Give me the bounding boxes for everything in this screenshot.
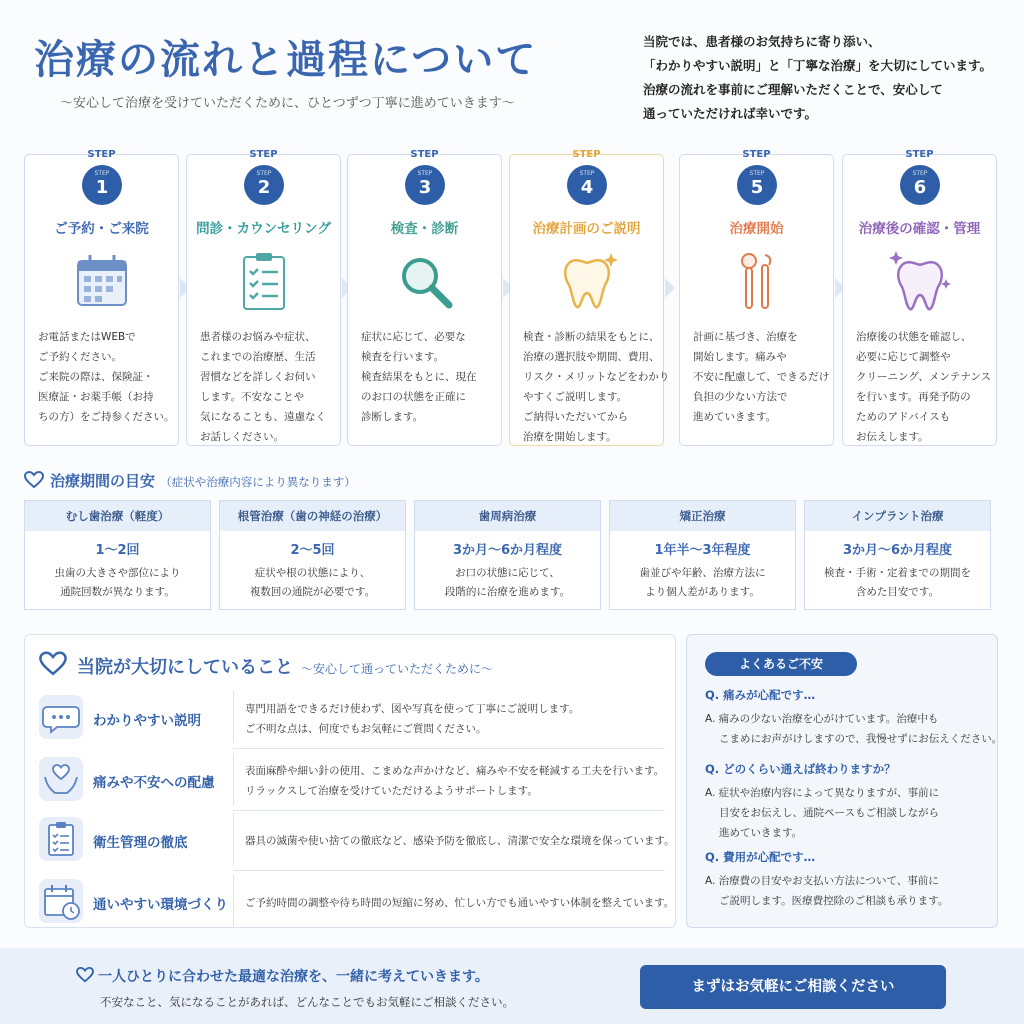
step-description-line: ご納得いただいてから (523, 411, 628, 423)
duration-description-line: 症状や根の状態により、 (254, 567, 371, 579)
step-badge-label: STEP (579, 170, 595, 177)
step-description-line: ちの方）をご持参ください。 (38, 411, 175, 423)
important-item (37, 809, 675, 867)
calendar-icon (70, 249, 134, 313)
step-description (693, 327, 828, 427)
duration-description (415, 564, 600, 602)
duration-table (24, 500, 1000, 610)
footer-main-text: 一人ひとりに合わせた最適な治療を、一緒に考えていきます。 (98, 969, 489, 985)
faq-question: Q. 痛みが心配です… (705, 688, 816, 702)
duration-value: 1〜2回 (95, 543, 140, 558)
duration-name: 根管治療（歯の神経の治療） (220, 501, 405, 531)
step-description-line: お電話またはWEBで (38, 331, 136, 343)
step-number-badge (737, 165, 777, 205)
important-item-text (245, 699, 579, 739)
duration-note: （症状や治療内容により異なります） (160, 475, 356, 489)
footer-main (76, 966, 489, 986)
duration-name: インプラント治療 (805, 501, 990, 531)
step-description (38, 327, 173, 427)
faq-answer-line: 進めていきます。 (719, 827, 803, 839)
step-number: 2 (257, 177, 271, 198)
checklist-icon (39, 817, 83, 861)
heart-hands-icon (39, 757, 83, 801)
step-number: 6 (913, 177, 927, 198)
step-badge-label: STEP (749, 170, 765, 177)
duration-title: 治療期間の目安 (50, 472, 156, 490)
step-card (509, 149, 670, 446)
important-item-line: ご予約時間の調整や待ち時間の短縮に努め、忙しい方でも通いやすい体制を整えています。 (245, 897, 675, 909)
duration-description-line: お口の状態に応じて、 (455, 567, 560, 579)
duration-value: 3か月〜6か月程度 (452, 543, 563, 558)
important-item-text (245, 761, 664, 801)
step-description-line: 検査を行います。 (361, 351, 445, 363)
step-description-line: 必要に応じて調整や (856, 351, 951, 363)
step-badge-label: STEP (912, 170, 928, 177)
step-number-badge (82, 165, 122, 205)
divider (233, 813, 234, 865)
faq-answer-line: A. 治療費の目安やお支払い方法について、事前に (705, 875, 939, 887)
heart-icon (76, 967, 94, 983)
dental-tools-icon (725, 249, 789, 313)
page-subtitle: 〜安心して治療を受けていただくために、ひとつずつ丁寧に進めていきます〜 (60, 96, 515, 111)
intro-line: 「わかりやすい説明」と「丁寧な治療」を大切にしています。 (643, 58, 993, 73)
step-badge-label: STEP (417, 170, 433, 177)
step-description-line: します。不安なことや (200, 391, 305, 403)
step-title: 検査・診断 (390, 221, 459, 237)
duration-description-line: より個人差があります。 (645, 586, 760, 598)
faq-panel (686, 634, 1003, 928)
intro-line: 通っていただければ幸いです。 (643, 106, 818, 121)
step-label: STEP (905, 149, 934, 160)
step-title: ご予約・ご来院 (54, 221, 149, 237)
duration-description-line: 虫歯の大きさや部位により (54, 567, 181, 579)
important-item-line: 表面麻酔や細い針の使用、こまめな声かけなど、痛みや不安を軽減する工夫を行います。 (245, 765, 665, 777)
step-number: 4 (580, 177, 594, 198)
page-title: 治療の流れと過程について (34, 37, 538, 83)
step-label: STEP (87, 149, 116, 160)
heart-icon (24, 471, 44, 489)
step-description-line: 治療の選択肢や期間、費用、 (523, 351, 660, 363)
footer (0, 948, 1024, 1024)
important-item-line: リラックスして治療を受けていただけるようサポートします。 (245, 785, 538, 797)
intro-line: 治療の流れを事前にご理解いただくことで、安心して (643, 82, 943, 97)
important-panel (24, 634, 676, 928)
faq-answer (705, 783, 939, 843)
step-description-line: 治療後の状態を確認し、 (856, 331, 972, 343)
important-item (37, 749, 665, 807)
duration-description-line: 段階的に治療を進めます。 (444, 586, 571, 598)
duration-name: 矯正治療 (610, 501, 795, 531)
step-title: 治療後の確認・管理 (858, 221, 981, 237)
sparkle-tooth-icon (888, 249, 952, 313)
duration-value: 1年半〜3年程度 (654, 543, 751, 558)
duration-name: 歯周病治療 (415, 501, 600, 531)
duration-card (219, 500, 406, 610)
footer-sub: 不安なこと、気になることがあれば、どんなことでもお気軽にご相談ください。 (100, 995, 514, 1009)
heart-icon (39, 651, 67, 677)
step-description-line: 計画に基づき、治療を (693, 331, 798, 343)
step-title: 治療計画のご説明 (532, 221, 641, 237)
step-card (347, 149, 502, 446)
step-description-line: 治療を開始します。 (523, 431, 617, 443)
faq-question: Q. どのくらい通えば終わりますか？ (705, 762, 896, 776)
important-title (77, 653, 493, 679)
duration-description (610, 564, 795, 602)
faq-question: Q. 費用が心配です… (705, 850, 816, 864)
step-description-line: のお口の状態を正確に (361, 391, 466, 403)
important-item (37, 687, 665, 745)
step-description-line: 進めていきます。 (693, 411, 777, 423)
step-description-line: 患者様のお悩みや症状、 (200, 331, 316, 343)
step-number: 3 (418, 177, 432, 198)
step-description-line: ためのアドバイスも (856, 411, 951, 423)
step-label: STEP (410, 149, 439, 160)
step-card (842, 149, 997, 446)
step-card (186, 149, 341, 446)
faq-answer (705, 709, 1002, 749)
step-number: 1 (95, 177, 109, 198)
step-label: STEP (249, 149, 278, 160)
step-arrow-icon (665, 278, 675, 298)
step-number-badge (405, 165, 445, 205)
important-item-line: 器具の滅菌や使い捨ての徹底など、感染予防を徹底し、清潔で安全な環境を保っています。 (245, 835, 675, 847)
step-description-line: 不安に配慮して、できるだけ (693, 371, 830, 383)
step-description-line: ご来院の際は、保険証・ (38, 371, 154, 383)
speech-bubble-icon (39, 695, 83, 739)
step-description-line: 検査・診断の結果をもとに、 (523, 331, 660, 343)
important-item-label: 通いやすい環境づくり (93, 897, 228, 913)
duration-card (804, 500, 991, 610)
step-description-line: 開始します。痛みや (693, 351, 787, 363)
duration-description (220, 564, 405, 602)
step-description-line: これまでの治療歴、生活 (200, 351, 316, 363)
step-description (523, 327, 670, 447)
step-description-line: お話しください。 (200, 431, 284, 443)
step-description-line: 負担の少ない方法で (693, 391, 788, 403)
intro-text (643, 30, 1003, 126)
step-description-line: クリーニング、メンテナンス (856, 371, 992, 383)
step-description-line: お伝えします。 (856, 431, 929, 443)
important-item (37, 871, 675, 929)
step-card (679, 149, 834, 446)
step-description-line: 症状に応じて、必要な (361, 331, 466, 343)
important-item-label: 痛みや不安への配慮 (93, 775, 215, 791)
divider (233, 875, 234, 927)
step-badge-label: STEP (94, 170, 110, 177)
step-label: STEP (742, 149, 771, 160)
important-item-line: 専門用語をできるだけ使わず、図や写真を使って丁寧にご説明します。 (245, 703, 580, 715)
duration-description-line: 含めた目安です。 (855, 586, 940, 598)
important-item-text (245, 893, 674, 913)
step-number-badge (900, 165, 940, 205)
duration-card (609, 500, 796, 610)
faq-answer-line: A. 症状や治療内容によって異なりますが、事前に (705, 787, 940, 799)
step-number: 5 (750, 177, 764, 198)
consult-button[interactable]: まずはお気軽にご相談ください (640, 965, 946, 1009)
important-item-label: わかりやすい説明 (93, 713, 201, 729)
duration-heading (24, 470, 356, 491)
faq-answer-line: こまめにお声がけしますので、我慢せずにお伝えください。 (719, 733, 1003, 745)
faq-answer-line: A. 痛みの少ない治療を心がけています。治療中も (705, 713, 939, 725)
step-badge-label: STEP (256, 170, 272, 177)
step-description-line: 医療証・お薬手帳（お持 (38, 391, 154, 403)
clipboard-icon (232, 249, 296, 313)
duration-value: 2〜5回 (290, 543, 335, 558)
duration-description-line: 検査・手術・定着までの期間を (824, 567, 971, 579)
step-number-badge (244, 165, 284, 205)
divider (233, 753, 234, 805)
step-description (200, 327, 335, 447)
magnifier-icon (393, 249, 457, 313)
important-item-line: ご不明な点は、何度でもお気軽にご質問ください。 (245, 723, 487, 735)
duration-name: むし歯治療（軽度） (25, 501, 210, 531)
step-description (361, 327, 496, 427)
calendar-clock-icon (39, 879, 83, 923)
step-description-line: やすくご説明します。 (523, 391, 628, 403)
step-description-line: 習慣などを詳しくお伺い (200, 371, 316, 383)
faq-title: よくあるご不安 (705, 652, 857, 676)
step-description-line: 診断します。 (361, 411, 424, 423)
important-title-text: 当院が大切にしていること (77, 657, 293, 678)
step-description-line: ご予約ください。 (38, 351, 122, 363)
important-item-text (245, 831, 675, 851)
step-description-line: 気になることも、遠慮なく (200, 411, 326, 423)
step-label: STEP (572, 149, 601, 160)
step-card (24, 149, 179, 446)
intro-line: 当院では、患者様のお気持ちに寄り添い、 (643, 34, 881, 49)
step-description-line: リスク・メリットなどをわかり (523, 371, 670, 383)
duration-description-line: 歯並びや年齢、治療方法に (639, 567, 766, 579)
step-description (856, 327, 991, 447)
divider (233, 691, 234, 743)
faq-answer (705, 871, 948, 911)
step-description-line: を行います。再発予防の (856, 391, 971, 403)
duration-card (414, 500, 601, 610)
step-title: 治療開始 (729, 221, 784, 237)
duration-description (25, 564, 210, 602)
step-title: 問診・カウンセリング (196, 221, 331, 237)
faq-answer-line: ご説明します。医療費控除のご相談も承ります。 (719, 895, 949, 907)
steps-flow (24, 146, 1000, 448)
step-number-badge (567, 165, 607, 205)
important-item-label: 衛生管理の徹底 (93, 835, 188, 851)
duration-card (24, 500, 211, 610)
duration-description-line: 複数回の通院が必要です。 (249, 586, 376, 598)
step-description-line: 検査結果をもとに、現在 (361, 371, 477, 383)
faq-answer-line: 目安をお伝えし、通院ペースもご相談しながら (719, 807, 939, 819)
duration-description-line: 通院回数が異なります。 (60, 586, 175, 598)
duration-description (805, 564, 990, 602)
tooth-icon (555, 249, 619, 313)
duration-value: 3か月〜6か月程度 (842, 543, 953, 558)
important-note: 〜安心して通っていただくために〜 (301, 662, 494, 676)
